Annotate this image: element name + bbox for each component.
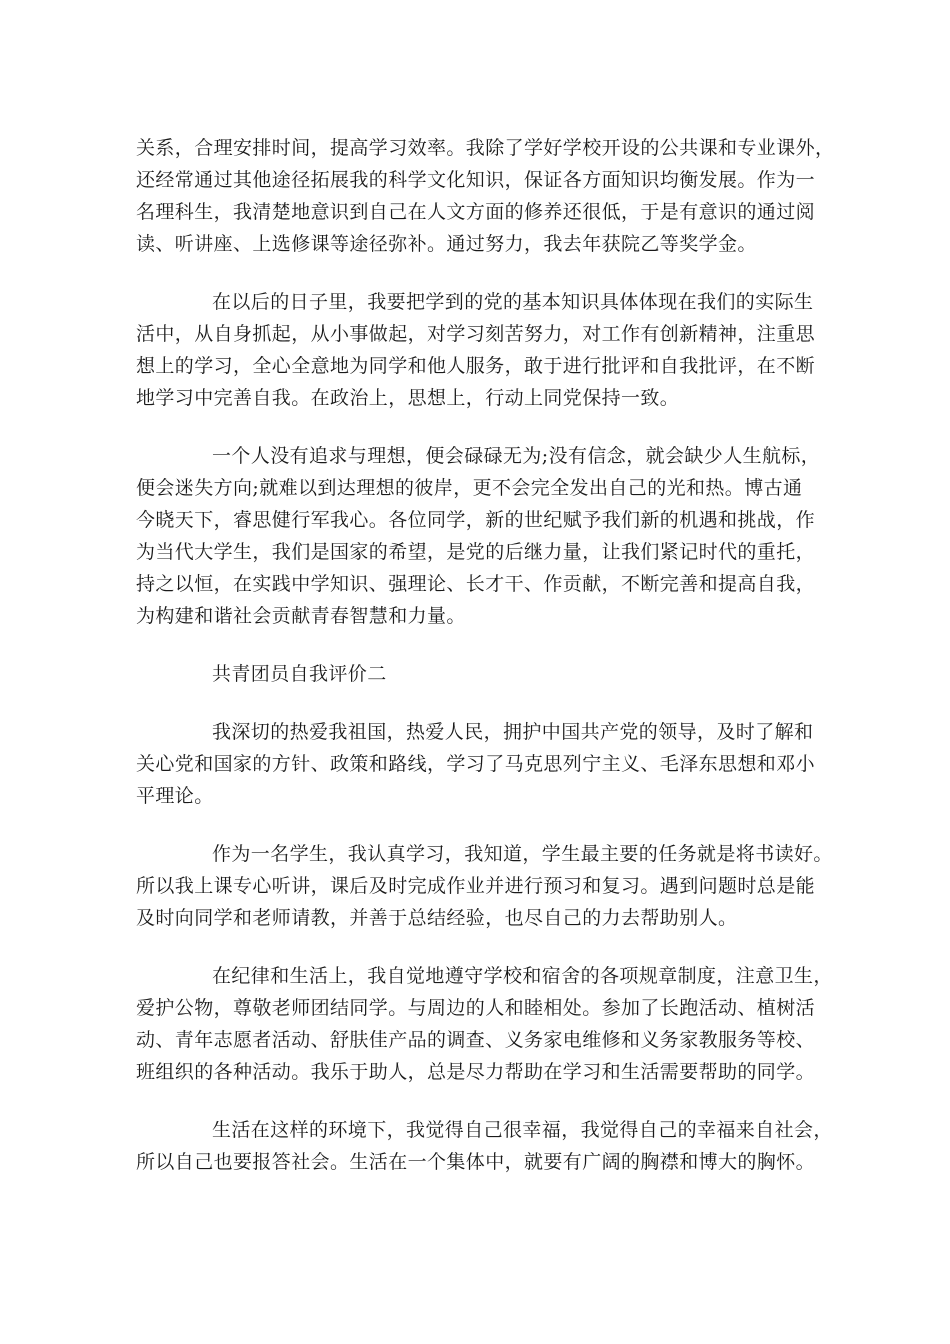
text-line: 读、听讲座、上选修课等途径弥补。通过努力，我去年获院乙等奖学金。 — [136, 233, 757, 255]
paragraph-spacer — [136, 260, 826, 286]
text-line: 持之以恒，在实践中学知识、强理论、长才干、作贡献，不断完善和提高自我， — [136, 573, 816, 595]
paragraph — [136, 1114, 833, 1178]
text-line: 动、青年志愿者活动、舒肤佳产品的调查、义务家电维修和义务家教服务等校、 — [136, 1029, 816, 1051]
text-line: 为当代大学生，我们是国家的希望，是党的后继力量，让我们紧记时代的重托， — [136, 541, 816, 563]
text-line: 今晓天下，睿思健行军我心。各位同学，新的世纪赋予我们新的机遇和挑战，作 — [136, 509, 816, 531]
paragraph — [136, 716, 826, 812]
paragraph-spacer — [136, 1088, 826, 1114]
text-line: 为构建和谐社会贡献青春智慧和力量。 — [136, 605, 466, 627]
text-line: 作为一名学生，我认真学习，我知道，学生最主要的任务就是将书读好。 — [212, 843, 833, 865]
paragraph — [136, 960, 833, 1088]
paragraph-spacer — [136, 632, 826, 658]
text-line: 平理论。 — [136, 785, 214, 807]
text-line: 在纪律和生活上，我自觉地遵守学校和宿舍的各项规章制度，注意卫生， — [212, 965, 833, 987]
text-line: 生活在这样的环境下，我觉得自己很幸福，我觉得自己的幸福来自社会， — [212, 1119, 833, 1141]
text-line: 还经常通过其他途径拓展我的科学文化知识，保证各方面知识均衡发展。作为一 — [136, 169, 816, 191]
paragraph-spacer — [136, 934, 826, 960]
paragraph-spacer — [136, 414, 826, 440]
text-line: 所以自己也要报答社会。生活在一个集体中，就要有广阔的胸襟和博大的胸怀。 — [136, 1151, 816, 1173]
text-line: 在以后的日子里，我要把学到的党的基本知识具体体现在我们的实际生 — [212, 291, 814, 313]
text-line: 及时向同学和老师请教，并善于总结经验，也尽自己的力去帮助别人。 — [136, 907, 738, 929]
paragraph — [136, 132, 835, 260]
document-page — [136, 132, 835, 1178]
text-line: 关心党和国家的方针、政策和路线，学习了马克思列宁主义、毛泽东思想和邓小 — [136, 753, 816, 775]
text-line: 关系，合理安排时间，提高学习效率。我除了学好学校开设的公共课和专业课外， — [136, 137, 835, 159]
text-line: 想上的学习，全心全意地为同学和他人服务，敢于进行批评和自我批评，在不断 — [136, 355, 816, 377]
paragraph — [136, 440, 826, 632]
text-line: 班组织的各种活动。我乐于助人，总是尽力帮助在学习和生活需要帮助的同学。 — [136, 1061, 816, 1083]
paragraph — [136, 838, 833, 934]
text-line: 名理科生，我清楚地意识到自己在人文方面的修养还很低，于是有意识的通过阅 — [136, 201, 816, 223]
paragraph — [136, 286, 826, 414]
paragraph-spacer — [136, 812, 826, 838]
text-line: 活中，从自身抓起，从小事做起，对学习刻苦努力，对工作有创新精神，注重思 — [136, 323, 816, 345]
text-line: 我深切的热爱我祖国，热爱人民，拥护中国共产党的领导，及时了解和 — [212, 721, 814, 743]
text-line: 爱护公物，尊敬老师团结同学。与周边的人和睦相处。参加了长跑活动、植树活 — [136, 997, 816, 1019]
text-line: 一个人没有追求与理想，便会碌碌无为;没有信念，就会缺少人生航标， — [212, 445, 821, 467]
text-line: 便会迷失方向;就难以到达理想的彼岸，更不会完全发出自己的光和热。博古通 — [136, 477, 803, 499]
text-line: 所以我上课专心听讲，课后及时完成作业并进行预习和复习。遇到问题时总是能 — [136, 875, 816, 897]
paragraph-spacer — [136, 690, 826, 716]
text-line: 地学习中完善自我。在政治上，思想上，行动上同党保持一致。 — [136, 387, 680, 409]
section-heading: 共青团员自我评价二 — [212, 663, 387, 685]
